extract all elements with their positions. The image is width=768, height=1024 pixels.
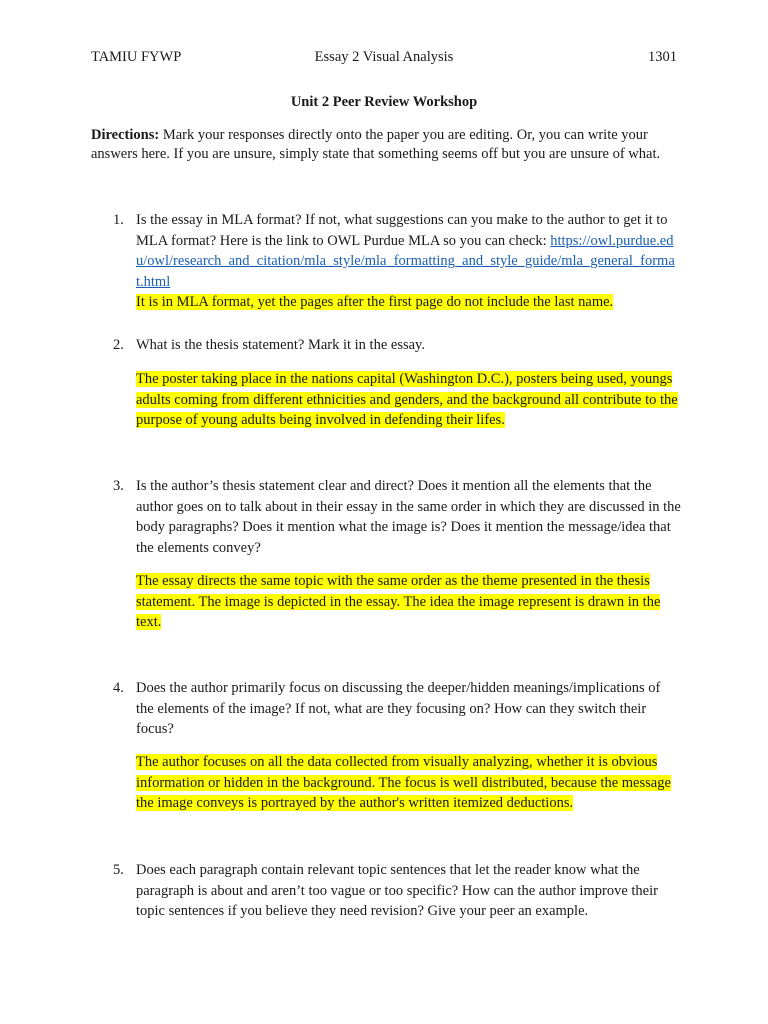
question-number: 5. <box>113 862 124 878</box>
answer-3 <box>136 571 678 633</box>
directions-label: Directions: <box>91 127 160 143</box>
answer-text: The essay directs the same topic with the same order as the theme presented in the thesis statement. The image is depicted in the essay. The idea the image represent is drawn in the text. <box>136 573 661 630</box>
question-3 <box>91 476 681 558</box>
question-number: 3. <box>113 478 124 494</box>
question-text: Is the essay in MLA format? If not, what suggestions can you make to the author to get it to MLA format? Here is the link to OWL Purdue MLA so you can check: <box>136 212 668 249</box>
question-text: What is the thesis statement? Mark it in the essay. <box>136 337 425 353</box>
answer-text: The author focuses on all the data collected from visually analyzing, whether it is obvious information or hidden in the background. The focus is well distributed, because the message the image conveys is portrayed by the author's written itemized deductions. <box>136 754 671 811</box>
question-number: 1. <box>113 212 124 228</box>
header-center: Essay 2 Visual Analysis <box>314 48 454 65</box>
answer-text: The poster taking place in the nations capital (Washington D.C.), posters being used, youngs adults coming from different ethnicities and genders, and the background all contribute to the purpose of young adults being involved in defending their lifes. <box>136 371 678 428</box>
question-text: Is the author’s thesis statement clear and direct? Does it mention all the elements that the author goes on to talk about in their essay in the same order in which they are discussed in the body paragraphs? Does it mention what the image is? Does it mention the message/idea that the elements convey? <box>136 478 681 556</box>
page-header <box>91 47 677 67</box>
owl-purdue-mla-link[interactable]: https://owl.purdue.edu/owl/research_and_citation/mla_style/mla_formatting_and_style_guide/mla_general_format.html <box>136 232 675 290</box>
question-number: 4. <box>113 680 124 696</box>
question-text: Does each paragraph contain relevant topic sentences that let the reader know what the paragraph is about and aren’t too vague or too specific? How can the author improve their topic sentences if you believe they need revision? Give your peer an example. <box>136 862 658 919</box>
question-2 <box>91 335 681 356</box>
question-1 <box>91 210 681 313</box>
question-number: 2. <box>113 337 124 353</box>
answer-text: It is in MLA format, yet the pages after the first page do not include the last name. <box>136 294 614 310</box>
page-title: Unit 2 Peer Review Workshop <box>290 94 478 110</box>
question-text: Does the author primarily focus on discussing the deeper/hidden meanings/implications of the elements of the image? If not, what are they focusing on? How can they switch their focus? <box>136 680 661 737</box>
answer-4 <box>136 752 678 814</box>
question-4 <box>91 678 681 740</box>
question-5 <box>91 860 681 922</box>
directions-text: Mark your responses directly onto the paper you are editing. Or, you can write your answers here. If you are unsure, simply state that something seems off but you are unsure of what. <box>91 127 661 162</box>
header-right: 1301 <box>648 48 677 65</box>
answer-2 <box>136 369 678 431</box>
header-left: TAMIU FYWP <box>91 48 182 65</box>
directions-paragraph <box>91 126 681 164</box>
